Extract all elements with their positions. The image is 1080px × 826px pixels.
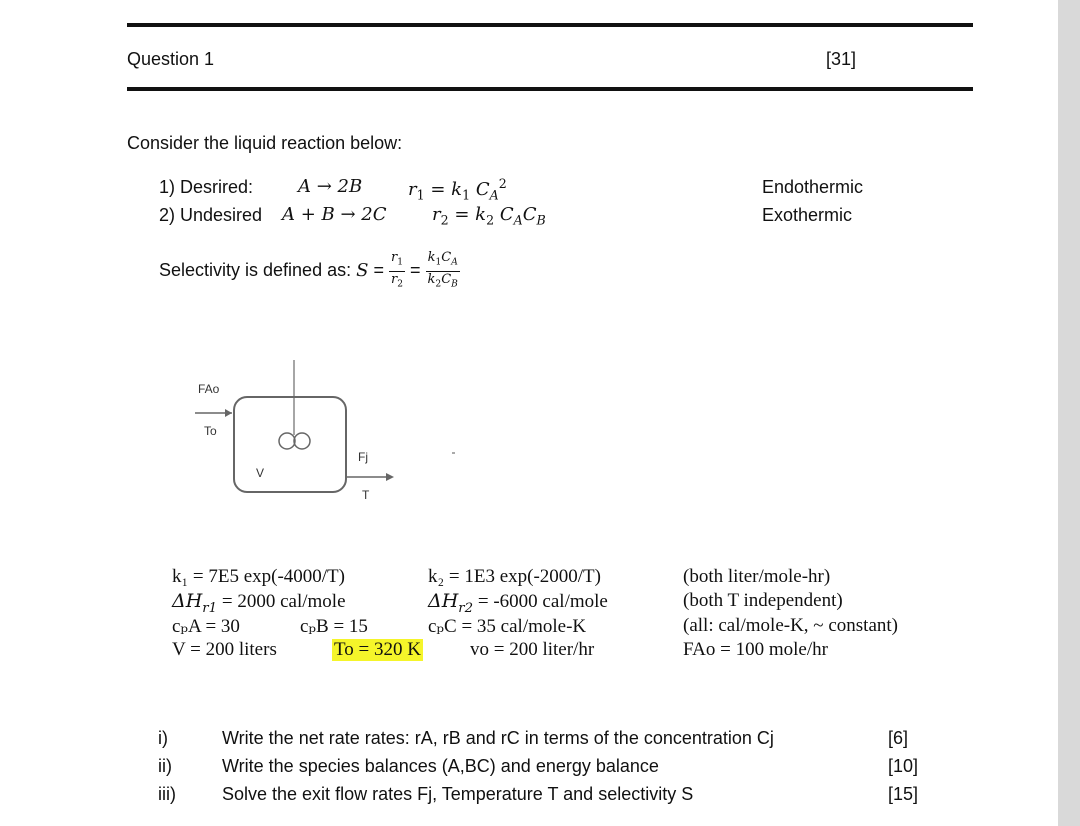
task-3-number: iii) [158, 784, 176, 804]
param-cpa: cₚA = 30 [172, 616, 240, 637]
selectivity-prefix: Selectivity is defined as: [159, 259, 352, 280]
reactor-vessel [234, 397, 346, 492]
selectivity-definition: Selectivity is defined as: S = $\frac{r_1}{r_2}$ = $\frac{k_1C_A}{k_2C_B}$ [159, 250, 460, 292]
param-cpb: cₚB = 15 [300, 616, 368, 637]
param-k1: k₁ = 7E5 exp(-4000/T) [172, 566, 345, 587]
reaction-1-label: 1) Desrired: [159, 177, 254, 197]
task-1-text: Write the net rate rates: rA, rB and rC in terms of the concentration Cj [222, 728, 774, 748]
intro-text: Consider the liquid reaction below: [127, 133, 403, 153]
cstr-diagram [190, 355, 420, 510]
param-k-units: (both liter/mole-hr) [683, 566, 831, 587]
param-dhr2-value: = -6000 cal/mole [477, 591, 608, 612]
task-3-marks: [15] [888, 784, 919, 804]
vertical-scrollbar[interactable] [1058, 0, 1080, 826]
selectivity-ratio-r: $\frac{r_1}{r_2}$ [390, 250, 403, 290]
param-dhr1-value: = 2000 cal/mole [221, 591, 346, 612]
top-rule [127, 23, 973, 27]
question-marks: [31] [826, 49, 857, 69]
reaction-1-rate: $r_1 = k_1$ $C_A^2$ [408, 176, 507, 203]
feed-arrow-icon [225, 409, 232, 417]
task-2-number: ii) [158, 756, 172, 776]
header-bottom-rule [127, 87, 973, 91]
task-2-text: Write the species balances (A,BC) and energy balance [222, 756, 659, 776]
param-dhr1: $\Delta H_{r1} = 2000$ cal/mole [172, 590, 346, 616]
param-fao: FAo = 100 mole/hr [683, 639, 828, 660]
task-2-marks: [10] [888, 756, 919, 776]
param-cp-note: (all: cal/mole-K, ~ constant) [683, 615, 898, 636]
reaction-2-equation: A + B → 2C [282, 204, 387, 225]
selectivity-ratio-k: $\frac{k_1C_A}{k_2C_B}$ [427, 250, 458, 290]
reaction-1-equation: A → 2B [298, 176, 363, 197]
question-title: Question 1 [127, 49, 215, 69]
stray-mark [452, 452, 455, 454]
impeller-right-blade [294, 433, 310, 449]
param-volume: V = 200 liters [172, 639, 277, 660]
param-k2: k₂ = 1E3 exp(-2000/T) [428, 566, 601, 587]
task-1-number: i) [158, 728, 168, 748]
param-dh-note: (both T independent) [683, 590, 843, 611]
diagram-volume-label: V [256, 466, 265, 480]
param-cpc: cₚC = 35 cal/mole-K [428, 616, 587, 637]
outlet-arrow-icon [386, 473, 394, 481]
diagram-fj-label: Fj [358, 450, 368, 464]
diagram-t-label: T [362, 488, 370, 502]
param-inlet-temperature: To = 320 K [334, 639, 421, 660]
param-volumetric-flow: vo = 200 liter/hr [470, 639, 595, 660]
reaction-1-type: Endothermic [762, 177, 864, 197]
reaction-2-rate: $r_2 = k_2$ $C_AC_B$ [432, 204, 546, 228]
reaction-2-label: 2) Undesired [159, 205, 263, 225]
task-3-text: Solve the exit flow rates Fj, Temperature T and selectivity S [222, 784, 694, 804]
selectivity-symbol: S [356, 259, 369, 281]
param-dhr2: $\Delta H_{r2} = -6000$ cal/mole [428, 590, 608, 616]
diagram-fao-label: FAo [198, 382, 220, 396]
impeller-left-blade [279, 433, 295, 449]
task-1-marks: [6] [888, 728, 909, 748]
reaction-2-type: Exothermic [762, 205, 853, 225]
diagram-to-label: To [204, 424, 217, 438]
